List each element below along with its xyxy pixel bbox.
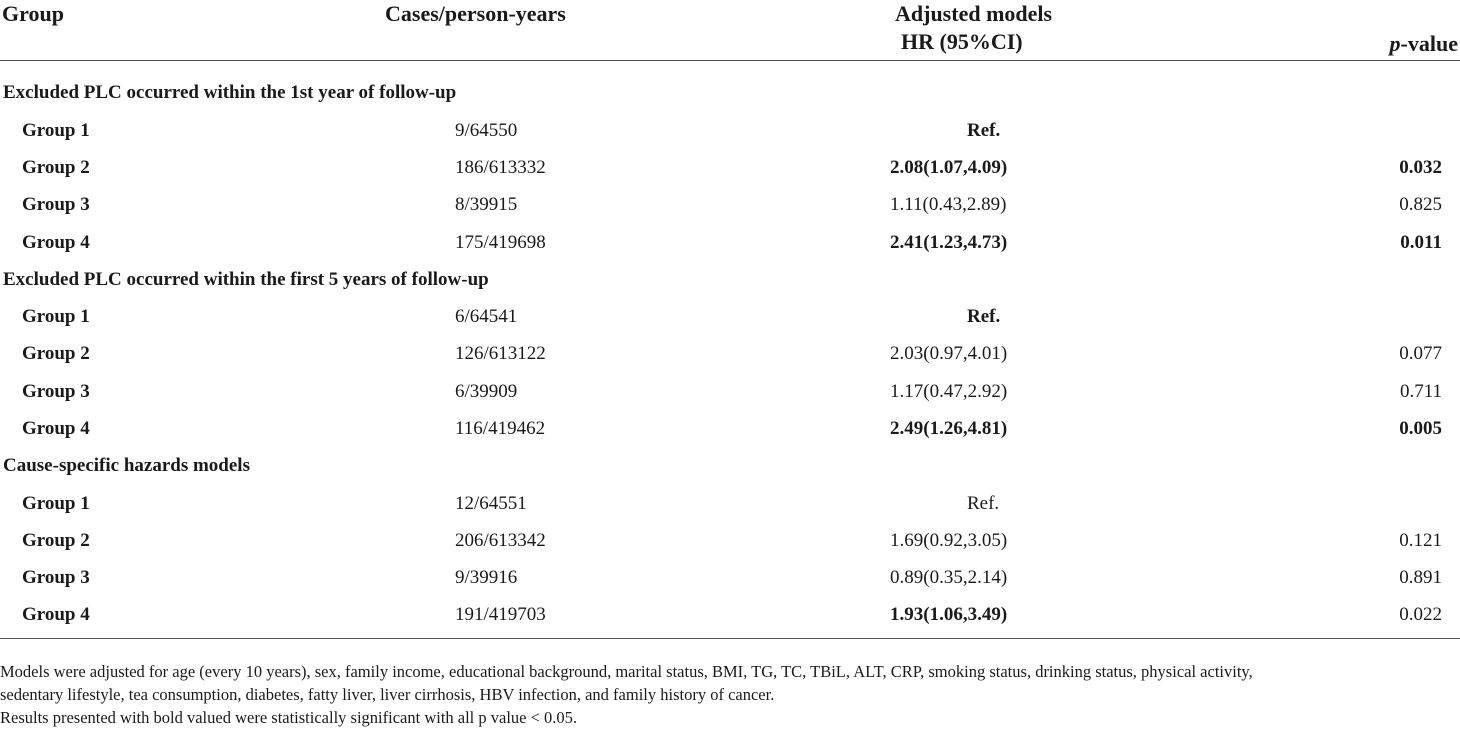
table-row	[0, 112, 1460, 149]
section-row	[0, 448, 1460, 485]
cell-group: Group 4	[22, 231, 90, 253]
cell-hr: 2.03(0.97,4.01)	[890, 343, 1008, 365]
section-title: Excluded PLC occurred within the 1st year of follow-up	[3, 82, 457, 104]
cell-p	[1220, 112, 1460, 149]
table-row	[0, 485, 1460, 522]
table-footnotes	[0, 660, 1460, 729]
footnote-line: Models were adjusted for age (every 10 years), sex, family income, educational background, marital status, BMI, TG, TC, TBiL, ALT, CRP, smoking status, drinking status, physical activity,	[0, 662, 1253, 681]
table-row	[0, 149, 1460, 186]
table-row	[0, 298, 1460, 335]
cell-group: Group 2	[22, 343, 90, 365]
cell-group: Group 1	[22, 492, 90, 514]
header-hr	[730, 0, 1220, 60]
cell-group: Group 2	[22, 529, 90, 551]
section-row	[0, 261, 1460, 298]
cell-p: 0.011	[1400, 231, 1442, 253]
cell-hr: 0.89(0.35,2.14)	[890, 567, 1008, 589]
cell-cases: 186/613332	[455, 156, 546, 178]
table-row	[0, 560, 1460, 597]
section-title: Excluded PLC occurred within the first 5 years of follow-up	[3, 268, 489, 290]
cell-cases: 9/39916	[455, 567, 518, 589]
header-hr-line1: Adjusted models	[895, 1, 1053, 26]
cell-group: Group 3	[22, 194, 90, 216]
header-hr-line2: HR (95%CI)	[901, 29, 1023, 54]
cell-p: 0.825	[1399, 194, 1442, 216]
cell-hr: 2.49(1.26,4.81)	[890, 418, 1008, 440]
cell-hr: 2.08(1.07,4.09)	[890, 156, 1008, 178]
cell-cases: 175/419698	[455, 231, 546, 253]
header-group: Group	[0, 0, 250, 60]
cell-p: 0.022	[1220, 597, 1460, 639]
table-header-row	[0, 0, 1460, 60]
header-p-value	[1220, 0, 1460, 60]
table-row	[0, 224, 1460, 261]
table-row	[0, 336, 1460, 373]
table-row	[0, 187, 1460, 224]
cell-p: 0.711	[1399, 380, 1442, 402]
cell-cases: 6/39909	[455, 380, 518, 402]
cell-group: Group 2	[22, 156, 90, 178]
footnote-line: sedentary lifestyle, tea consumption, diabetes, fatty liver, liver cirrhosis, HBV infection, and family history of cancer.	[0, 685, 775, 704]
cell-group: Group 3	[22, 567, 90, 589]
header-p-italic: p	[1389, 30, 1401, 56]
cell-group: Group 4	[0, 597, 250, 639]
cell-cases: 191/419703	[250, 597, 730, 639]
cell-p: 0.005	[1399, 418, 1442, 440]
cell-hr: 2.41(1.23,4.73)	[890, 231, 1008, 253]
section-row	[0, 60, 1460, 112]
cell-hr: 1.93(1.06,3.49)	[730, 597, 1220, 639]
cell-group: Group 3	[22, 380, 90, 402]
cell-hr: 1.11(0.43,2.89)	[890, 194, 1007, 216]
table-row	[0, 410, 1460, 447]
cell-cases: 8/39915	[455, 194, 518, 216]
header-cases: Cases/person-years	[250, 0, 730, 60]
table-row	[0, 373, 1460, 410]
footnote-line: Results presented with bold valued were statistically significant with all p value < 0.05.	[0, 708, 578, 727]
cell-p	[1220, 485, 1460, 522]
cell-cases: 126/613122	[455, 343, 546, 365]
cell-group: Group 1	[22, 119, 90, 141]
section-title: Cause-specific hazards models	[3, 455, 250, 477]
cell-p	[1220, 298, 1460, 335]
cell-cases: 9/64550	[455, 119, 518, 141]
cell-p: 0.032	[1399, 156, 1442, 178]
header-p-rest: -value	[1400, 30, 1458, 56]
cell-cases: 12/64551	[455, 492, 527, 514]
cell-cases: 6/64541	[455, 306, 518, 328]
cell-hr: Ref.	[967, 492, 1000, 514]
cell-group: Group 1	[22, 306, 90, 328]
cell-p: 0.077	[1399, 343, 1442, 365]
table-row	[0, 597, 1460, 639]
table-row	[0, 522, 1460, 559]
cell-p: 0.891	[1399, 567, 1442, 589]
cell-hr: 1.17(0.47,2.92)	[890, 380, 1008, 402]
cell-hr: Ref.	[967, 119, 1001, 141]
cell-p: 0.121	[1399, 529, 1442, 551]
cell-cases: 206/613342	[455, 529, 546, 551]
cell-hr: Ref.	[967, 306, 1001, 328]
cell-cases: 116/419462	[455, 418, 546, 440]
cell-group: Group 4	[22, 418, 90, 440]
cell-hr: 1.69(0.92,3.05)	[890, 529, 1008, 551]
